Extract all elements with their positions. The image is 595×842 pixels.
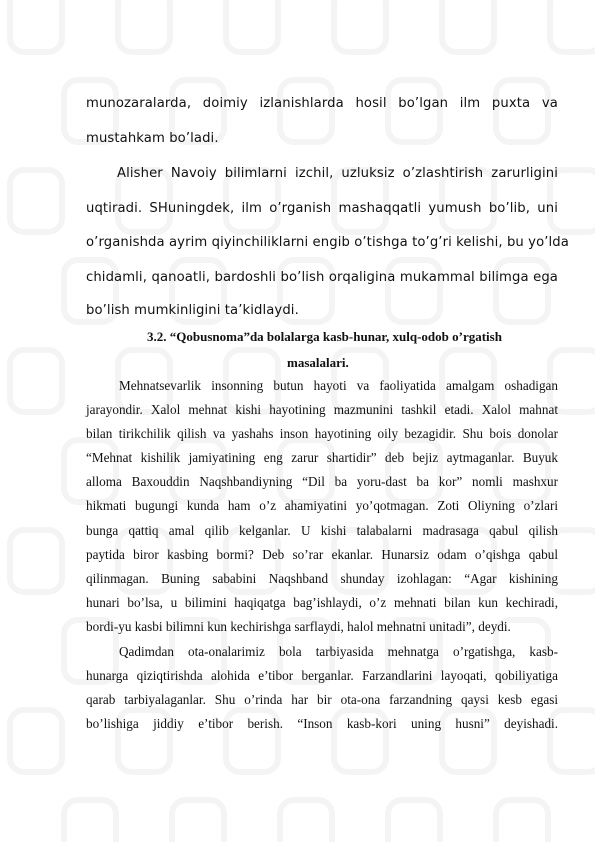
paragraph-2-line-2: hunarga qiziqtirishda alohida e’tibor berganlar. Farzandlarini layoqati, qobiliyatiga: [86, 668, 558, 683]
navoiy-paragraph-line-4: chidamli, qanoatli, bardoshli bo’lish orqaligina mukammal bilimga ega: [86, 270, 558, 285]
paragraph-2-line-3: qarab tarbiyalaganlar. Shu o’rinda har bir ota-ona farzandning qaysi kesb egasi: [86, 692, 558, 707]
paragraph-1-line-5: alloma Baxouddin Naqshbandiyning “Dil ba yoru-dast ba kor” nomli mashxur: [86, 474, 558, 489]
section-heading-line-1: 3.2. “Qobusnoma”da bolalarga kasb-hunar, xulq-odob o’rgatish: [147, 329, 502, 344]
paragraph-1-line-10: hunari bo’lsa, u bilimini haqiqatga bag’ishlaydi, o’z mehnati bilan kun kechiradi,: [86, 595, 558, 610]
paragraph-1-line-7: bunga qattiq amal qilib kelganlar. U kishi talabalarni madrasaga qabul qilish: [86, 523, 558, 538]
paragraph-1-line-4: “Mehnat kishilik jamiyatining eng zarur shartidir” deb bejiz aytmaganlar. Buyuk: [86, 450, 558, 465]
paragraph-2-line-4: bo’lishiga jiddiy e’tibor berish. “Inson kasb-kori uning husni” deyishadi.: [86, 716, 558, 731]
navoiy-paragraph-line-1: Alisher Navoiy bilimlarni izchil, uzluksiz o’zlashtirish zarurligini: [117, 166, 558, 181]
paragraph-1-line-8: paytida biror kasbing bormi? Deb so’rar ekanlar. Hunarsiz odam o’qishga qabul: [86, 547, 558, 562]
paragraph-1-line-11: bordi-yu kasbi bilimni kun kechirishga sarflaydi, halol mehnatni unitadi”, deydi.: [86, 619, 511, 634]
navoiy-paragraph-line-2: uqtiradi. SHuningdek, ilm o’rganish mashaqqatli yumush bo’lib, uni: [86, 201, 558, 216]
paragraph-1-line-9: qilinmagan. Buning sababini Naqshband shunday izohlagan: “Agar kishining: [86, 571, 558, 586]
navoiy-paragraph-line-3: o’rganishda ayrim qiyinchiliklarni engib o’tishga to’g’ri kelishi, bu yo’lda: [86, 235, 569, 250]
paragraph-1-line-1: Mehnatsevarlik insonning butun hayoti va faoliyatida amalgam oshadigan: [119, 378, 558, 393]
intro-line-2: mustahkam bo’ladi.: [86, 131, 219, 146]
paragraph-1-line-2: jarayondir. Xalol mehnat kishi hayotining mazmunini tashkil etadi. Xalol mahnat: [86, 402, 558, 417]
paragraph-2-line-1: Qadimdan ota-onalarimiz bola tarbiyasida mehnatga o’rgatishga, kasb-: [119, 644, 558, 659]
section-heading-line-2: masalalari.: [287, 355, 349, 370]
paragraph-1-line-3: bilan tirikchilik qilish va yashahs inson hayotining oily bezagidir. Shu bois donolar: [86, 426, 558, 441]
navoiy-paragraph-line-5: bo’lish mumkinligini ta’kidlaydi.: [86, 303, 299, 318]
intro-line-1: munozaralarda, doimiy izlanishlarda hosil bo’lgan ilm puxta va: [86, 96, 558, 111]
paragraph-1-line-6: hikmati bugungi kunda ham o’z ahamiyatini yo’qotmagan. Zoti Oliyning o’zlari: [86, 498, 558, 513]
